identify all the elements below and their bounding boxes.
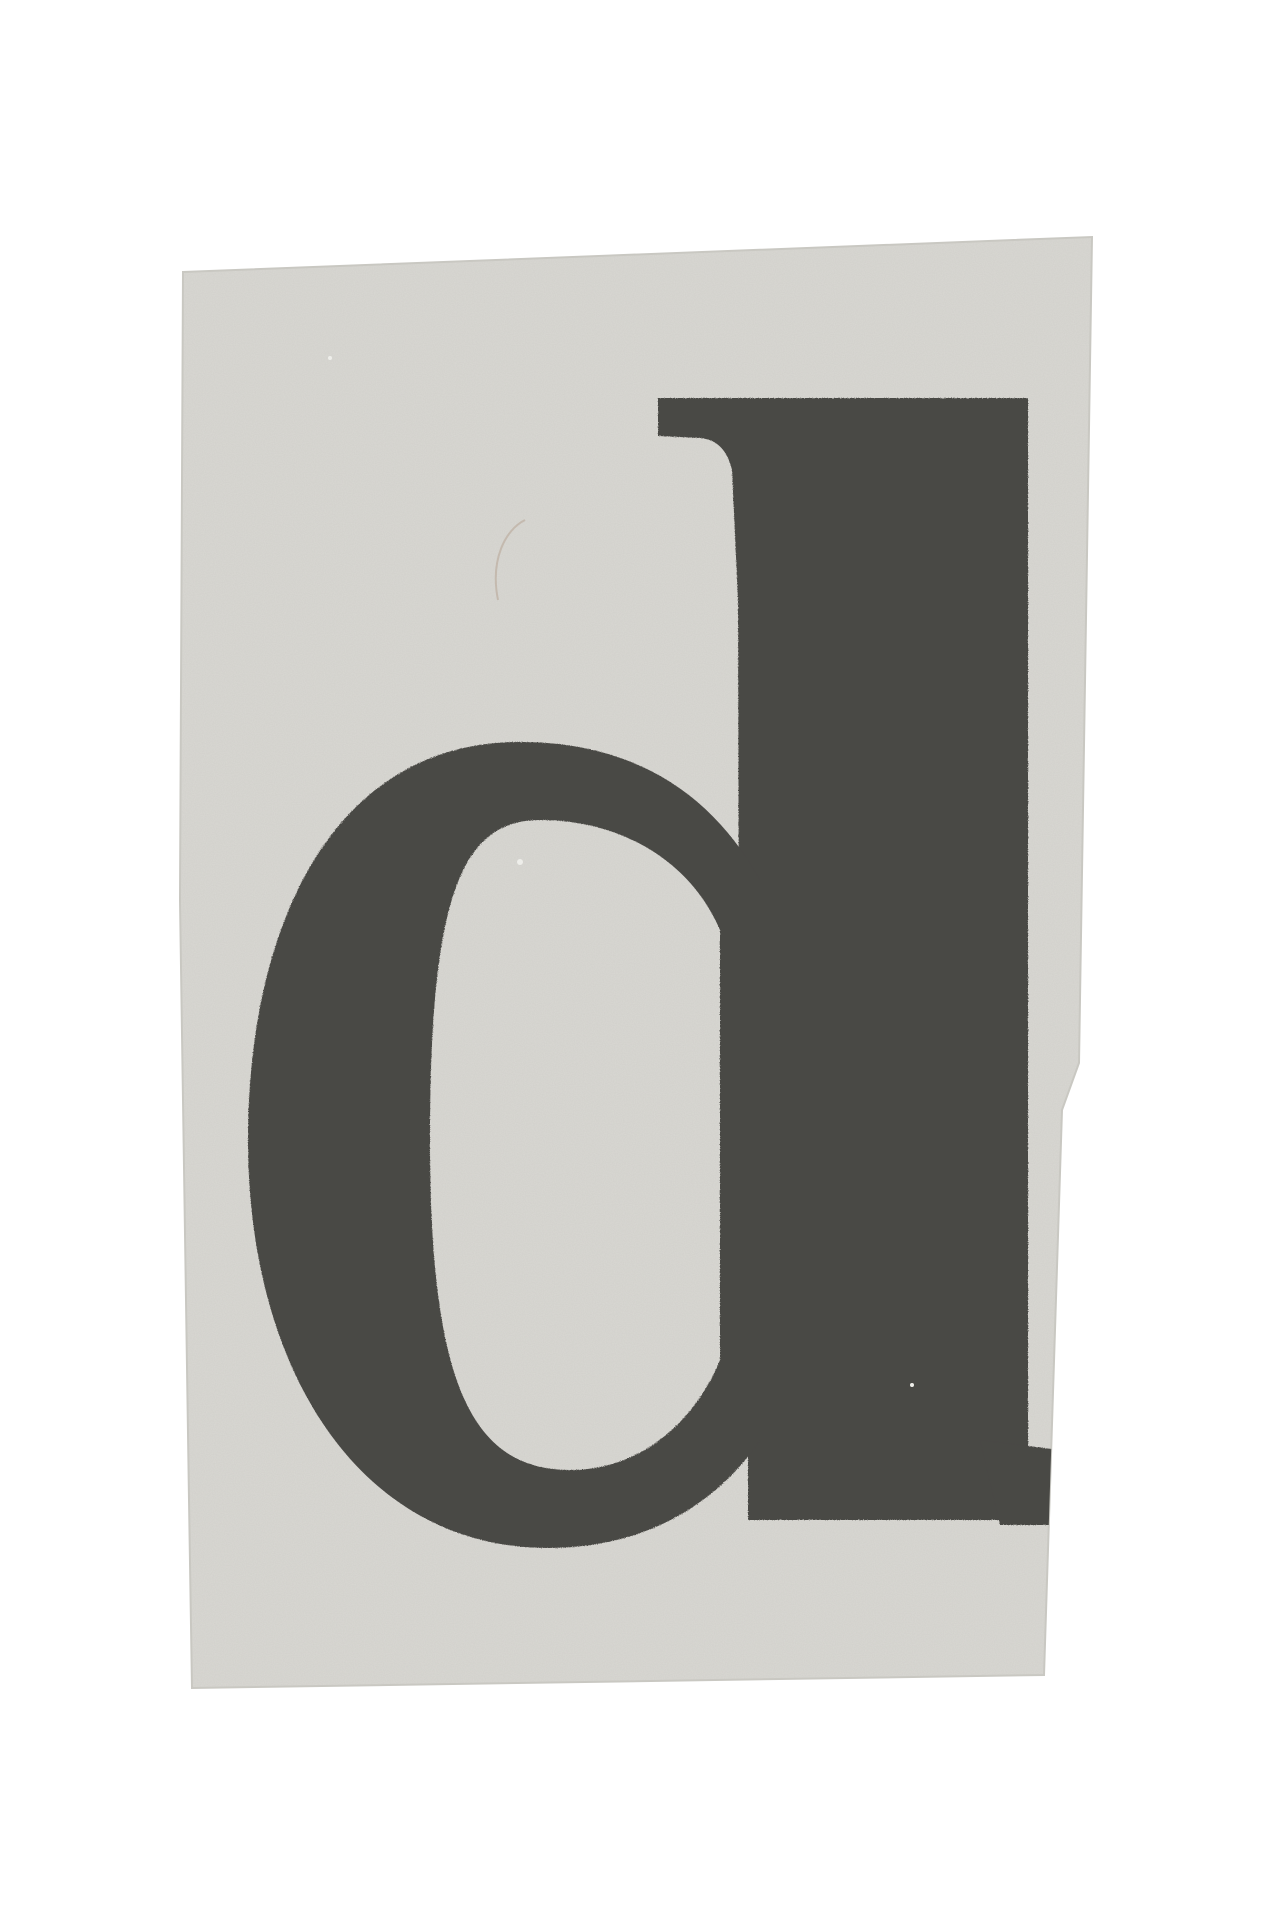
paper-speck xyxy=(328,356,332,360)
paper-speck xyxy=(517,859,523,865)
paper-speck xyxy=(910,1383,914,1387)
